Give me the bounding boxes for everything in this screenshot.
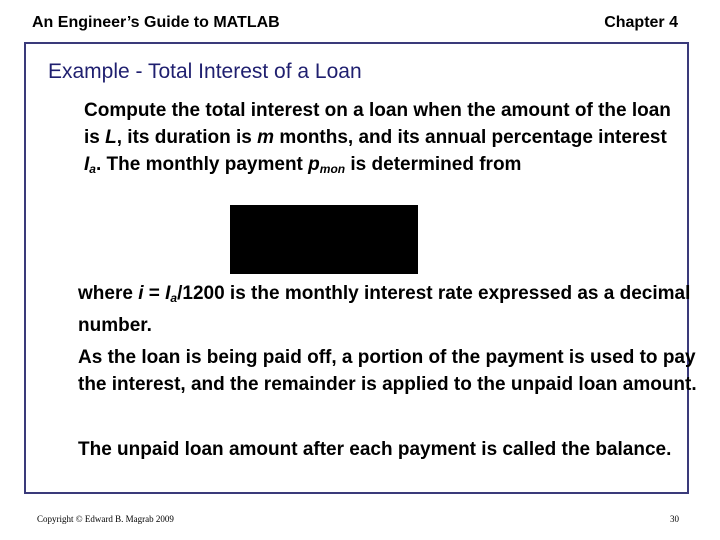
slide-title: Example - Total Interest of a Loan: [48, 60, 362, 83]
paragraph-interest-rate: where $i = I_a/1200$ is the monthly interest rate expressed as a decimal number.: [78, 283, 691, 336]
footer-copyright: Copyright © Edward B. Magrab 2009: [37, 514, 174, 524]
footer-page-number: 30: [670, 514, 679, 524]
paragraph-balance: The unpaid loan amount after each payment is called the balance.: [78, 439, 672, 460]
paragraph-problem-statement: Compute the total interest on a loan when the amount of the loan is L, its duration is m months, and its annual percentage interest $I_a$. The monthly payment $p_{mon}$ is determined from: [84, 100, 671, 176]
header-chapter: Chapter 4: [604, 14, 678, 31]
paragraph-payment-portion: As the loan is being paid off, a portion of the payment is used to pay the interest, and the remainder is applied to the unpaid loan amount.: [78, 347, 697, 395]
formula-image: [230, 205, 418, 274]
header-guide-title: An Engineer’s Guide to MATLAB: [32, 14, 280, 31]
